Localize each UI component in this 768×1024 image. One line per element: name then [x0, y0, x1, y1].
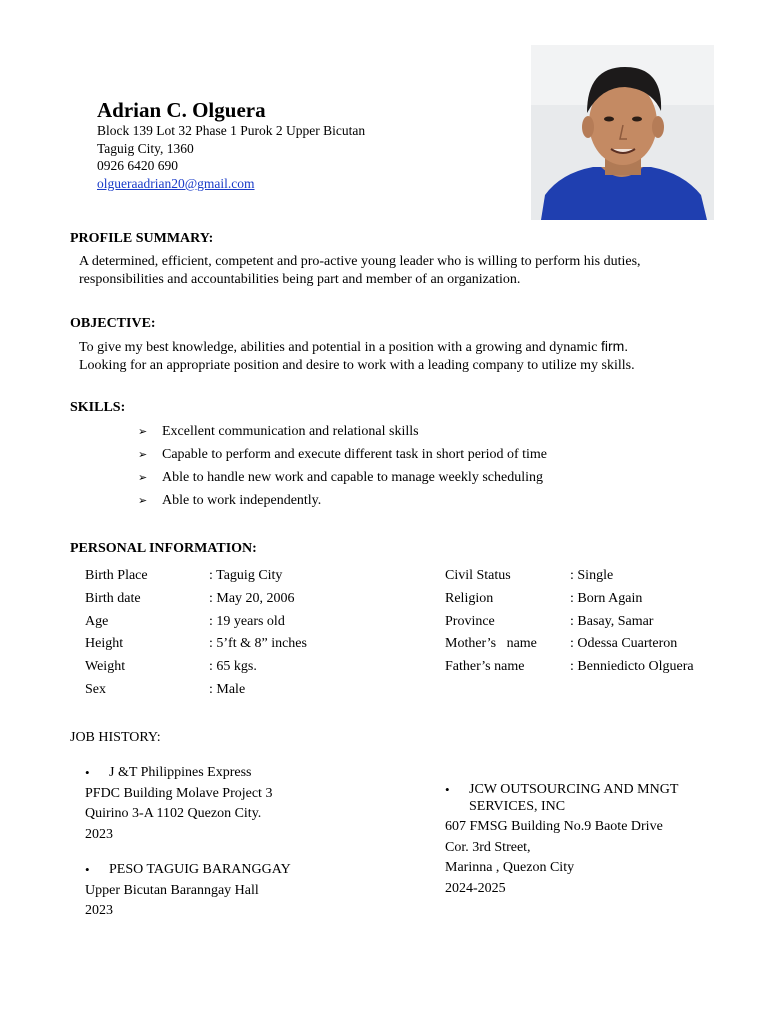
skill-item: ➢ Capable to perform and execute different task in short period of time	[138, 443, 547, 466]
email-link[interactable]: olgueraadrian20@gmail.com	[97, 175, 255, 191]
personal-info-row: Birth Place : Taguig City	[85, 568, 283, 583]
job-detail: Upper Bicutan Baranngay Hall	[85, 882, 259, 898]
arrow-bullet-icon: ➢	[138, 470, 148, 484]
personal-info-row: Father’s name : Benniedicto Olguera	[445, 659, 694, 675]
job-title: PESO TAGUIG BARANGGAY	[109, 862, 291, 877]
personal-info-row: Age : 19 years old	[85, 613, 285, 629]
objective-text	[79, 338, 719, 374]
objective-line-1-tail: firm.	[600, 338, 629, 354]
skill-item: ➢ Able to handle new work and capable to manage weekly scheduling	[138, 466, 547, 489]
skills-list	[138, 420, 547, 512]
job-title: J &T Philippines Express	[109, 765, 252, 780]
job-detail: Cor. 3rd Street,	[445, 839, 531, 855]
personal-info-row: Height : 5’ft & 8” inches	[85, 636, 307, 652]
skill-item: ➢ Able to work independently.	[138, 489, 547, 512]
job-detail: Quirino 3-A 1102 Quezon City.	[85, 806, 262, 821]
bullet-icon: •	[85, 862, 90, 877]
personal-info-row: Sex : Male	[85, 681, 246, 697]
job-history-heading: JOB HISTORY:	[70, 730, 161, 745]
job-entry	[85, 763, 272, 845]
skills-heading: SKILLS:	[70, 400, 126, 415]
arrow-bullet-icon: ➢	[138, 424, 148, 438]
personal-info-right	[445, 566, 694, 680]
job-date: 2023	[85, 826, 113, 842]
personal-info-row: Province : Basay, Samar	[445, 613, 654, 629]
job-detail: 607 FMSG Building No.9 Baote Drive	[445, 819, 663, 834]
bullet-icon: •	[85, 765, 90, 780]
personal-info-row: Civil Status : Single	[445, 568, 614, 583]
personal-info-row: Religion : Born Again	[445, 590, 643, 606]
phone-number: 0926 6420 690	[97, 158, 178, 173]
personal-info-row: Birth date : May 20, 2006	[85, 590, 295, 606]
bullet-icon: •	[445, 782, 450, 797]
job-entry	[445, 781, 678, 899]
address-line-1: Block 139 Lot 32 Phase 1 Purok 2 Upper Bicutan	[97, 123, 366, 138]
profile-summary-text: A determined, efficient, competent and pro-active young leader who is willing to perform his duties, responsibilities and accountabilities being part and member of an organization.	[79, 254, 641, 287]
job-date: 2024-2025	[445, 880, 506, 896]
personal-info-row: Mother’s name : Odessa Cuarteron	[445, 636, 678, 652]
job-date: 2023	[85, 903, 113, 918]
personal-info-row: Weight : 65 kgs.	[85, 659, 257, 675]
objective-heading: OBJECTIVE:	[70, 316, 156, 331]
job-entry	[85, 860, 291, 922]
applicant-name: Adrian C. Olguera	[97, 98, 266, 122]
objective-line-2: Looking for an appropriate position and desire to work with a leading company to utilize my skills.	[79, 357, 635, 373]
profile-photo	[531, 45, 714, 220]
objective-line-1: To give my best knowledge, abilities and potential in a position with a growing and dynamic	[79, 340, 601, 355]
job-detail: PFDC Building Molave Project 3	[85, 785, 273, 801]
contact-block	[97, 122, 365, 192]
profile-summary-heading: PROFILE SUMMARY:	[70, 231, 214, 246]
job-title: JCW OUTSOURCING AND MNGT SERVICES, INC	[469, 782, 679, 814]
skill-item: ➢ Excellent communication and relational skills	[138, 420, 547, 443]
job-detail: Marinna , Quezon City	[445, 860, 575, 875]
personal-info-left	[85, 566, 307, 703]
address-line-2: Taguig City, 1360	[97, 140, 194, 156]
personal-info-heading: PERSONAL INFORMATION:	[70, 541, 257, 556]
arrow-bullet-icon: ➢	[138, 447, 148, 461]
arrow-bullet-icon: ➢	[138, 493, 148, 507]
